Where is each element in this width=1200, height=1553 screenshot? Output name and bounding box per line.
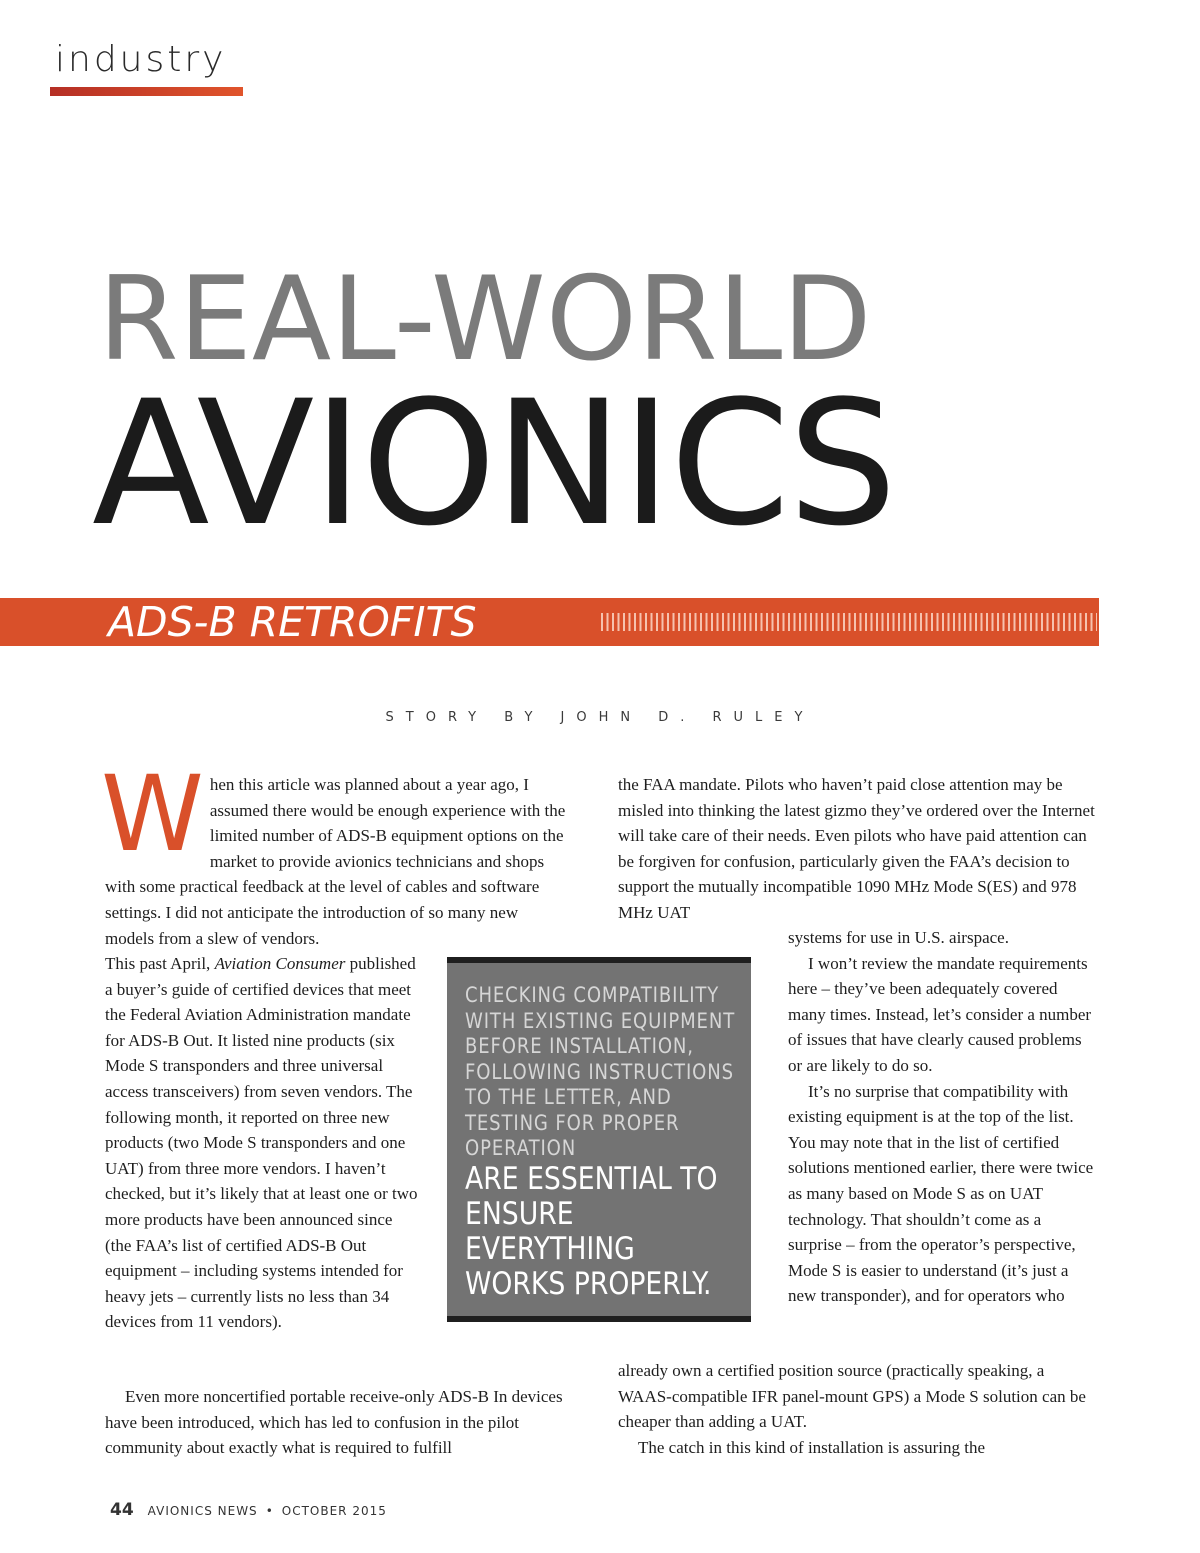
column-1-top: [101, 753, 570, 951]
publication-name: Aviation Consumer: [214, 954, 346, 973]
section-rule: [50, 87, 243, 96]
paragraph-1-text: hen this article was planned about a year ago, I assumed there would be enough experience with the limited number of ADS-B equipment options on the market to provide avionics technicians and shops with some practical feedback at the level of cables and software settings. I did not anticipate the introduction of so many new models from a slew of vendors.: [105, 775, 566, 948]
paragraph-5: I won’t review the mandate requirements here – they’ve been adequately covered many times. Instead, let’s consider a number of issues that have clearly caused problems or are likely to do so.: [788, 953, 1092, 1075]
banner-tick-pattern: [601, 613, 1097, 631]
paragraph-6: It’s no surprise that compatibility with existing equipment is at the top of the list. You may note that in the list of certified solutions mentioned earlier, there were twice as many based on Mode S as on UAT technology. That shouldn’t come as a surprise – from the operator’s perspective, Mode S is easier to understand (it’s just a new transponder), and for operators who: [788, 1081, 1094, 1306]
paragraph-4: the FAA mandate. Pilots who haven’t paid close attention may be misled into thinking the latest gizmo they’ve ordered over the Internet will take care of their needs. Even pilots who have paid attention can be forgiven for confusion, particularly given the FAA’s decision to support the mutually incompatible 1090 MHz Mode S(ES) and 978 MHz UAT: [618, 775, 1095, 922]
publication-title: AVIONICS NEWS: [147, 1504, 258, 1518]
section-tag: industry: [55, 39, 227, 80]
paragraph-7: The catch in this kind of installation is assuring the: [638, 1437, 986, 1457]
column-2-top: [618, 772, 1100, 926]
subtitle-banner: [0, 598, 1099, 646]
paragraph-1: [101, 753, 570, 951]
paragraph-6-end: already own a certified position source (practically speaking, a WAAS-compatible IFR panel-mount GPS) a Mode S solution can be cheaper than adding a UAT.: [618, 1361, 1086, 1432]
column-2-bottom: [618, 1358, 1100, 1460]
column-1-bottom: [105, 1384, 580, 1461]
byline: STORY BY JOHN D. RULEY: [385, 710, 815, 725]
column-2-narrow: [788, 925, 1098, 1309]
paragraph-2-start: This past April,: [105, 954, 215, 973]
pull-quote-emphasis: ARE ESSENTIAL TO ENSURE EVERYTHING WORKS PROPERLY.: [465, 1160, 718, 1302]
page-number: 44: [110, 1500, 134, 1520]
footer-separator: •: [265, 1504, 274, 1518]
paragraph-2: [105, 951, 423, 1335]
subtitle-text: ADS-B RETROFITS: [108, 598, 477, 646]
title-line-2: AVIONICS: [92, 363, 896, 564]
title-line-1: REAL-WORLD: [98, 252, 872, 387]
drop-cap: W: [101, 753, 204, 875]
pull-quote: [447, 957, 751, 1322]
paragraph-2-rest: published a buyer’s guide of certified devices that meet the Federal Aviation Administration mandate for ADS-B Out. It listed nine products (six Mode S transponders and three universal access transceivers) from seven vendors. The following month, it reported on three new products (two Mode S transponders and one UAT) from three more vendors. I haven’t checked, but it’s likely that at least one or two more products have been announced since (the FAA’s list of certified ADS-B Out equipment – including systems intended for heavy jets – currently lists no less than 34 devices from 11 vendors).: [105, 954, 418, 1332]
pull-quote-lead: CHECKING COMPATIBILITY WITH EXISTING EQUIPMENT BEFORE INSTALLATION, FOLLOWING INSTRUCTIONS TO THE LETTER, AND TESTING FOR PROPER OPERATION: [465, 983, 736, 1160]
paragraph-4-end: systems for use in U.S. airspace.: [788, 928, 1009, 947]
page-footer: [110, 1500, 387, 1520]
column-1-narrow: [105, 951, 423, 1335]
paragraph-3: Even more noncertified portable receive-only ADS-B In devices have been introduced, which has led to confusion in the pilot community about exactly what is required to fulfill: [105, 1387, 563, 1458]
issue-date: OCTOBER 2015: [281, 1504, 387, 1518]
